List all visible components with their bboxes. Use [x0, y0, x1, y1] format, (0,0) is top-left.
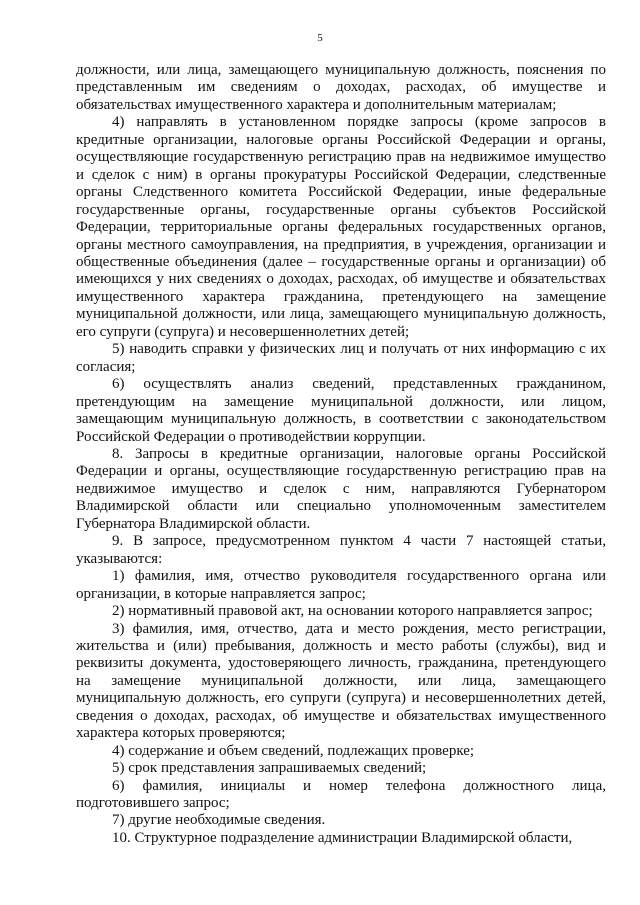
paragraph-item-4: 4) направлять в установленном порядке запросы (кроме запросов в кредитные организации, налоговые органы Российской Федерации и органы, осуществляющие государственную регистрацию прав на недвижимое имущество и сделок с ним) в органы прокуратуры Российской Федерации, следственные органы Следственного комитета Российской Федерации, иные федеральные государственные органы, государственные органы субъектов Российской Федерации, территориальные органы федеральных государственных органов, органы местного самоуправления, на предприятия, в учреждения, организации и общественные объединения (далее – государственные органы и организации) об имеющихся у них сведениях о доходах, расходах, об имуществе и обязательствах имущественного характера гражданина, претендующего на замещение муниципальной должности, или лица, замещающего муниципальную должность, его супруги (супруга) и несовершеннолетних детей;	[76, 114, 606, 340]
paragraph-sub-5: 5) срок представления запрашиваемых сведений;	[112, 760, 427, 777]
paragraph-item-6: 6) осуществлять анализ сведений, представленных гражданином, претендующим на замещение муниципальной должности, или лицом, замещающим муниципальную должность, в соответствии с законодательством Российской Федерации о противодействии коррупции.	[76, 376, 606, 445]
paragraph-section-8: 8. Запросы в кредитные организации, налоговые органы Российской Федерации и органы, осуществляющие государственную регистрацию прав на недвижимое имущество и сделок с ним, направляются Губернатором Владимирской области или специально уполномоченным заместителем Губернатора Владимирской области.	[76, 445, 606, 532]
document-body	[76, 62, 606, 847]
paragraph-sub-1: 1) фамилия, имя, отчество руководителя государственного органа или организации, в которые направляется запрос;	[76, 568, 606, 602]
paragraph-continuation: должности, или лица, замещающего муниципальную должность, пояснения по представленным им сведениям о доходах, расходах, об имуществе и обязательствах имущественного характера и дополнительным материалам;	[76, 62, 606, 113]
paragraph-section-10: 10. Структурное подразделение администрации Владимирской области,	[112, 829, 573, 846]
paragraph-item-5: 5) наводить справки у физических лиц и получать от них информацию с их согласия;	[76, 341, 606, 375]
paragraph-sub-2: 2) нормативный правовой акт, на основании которого направляется запрос;	[112, 603, 593, 620]
page-number: 5	[317, 32, 323, 44]
paragraph-sub-6: 6) фамилия, инициалы и номер телефона должностного лица, подготовившего запрос;	[76, 777, 606, 812]
paragraph-sub-7: 7) другие необходимые сведения.	[112, 812, 326, 829]
paragraph-section-9: 9. В запросе, предусмотренном пунктом 4 части 7 настоящей статьи, указываются:	[76, 533, 606, 567]
paragraph-sub-4: 4) содержание и объем сведений, подлежащих проверке;	[112, 742, 475, 759]
paragraph-sub-3: 3) фамилия, имя, отчество, дата и место рождения, место регистрации, жительства и (или) пребывания, должность и место работы (службы), вид и реквизиты документа, удостоверяющего личность, гражданина, претендующего на замещение муниципальной должности, или лица, замещающего муниципальную должность, его супруги (супруга) и несовершеннолетних детей, сведения о доходах, расходах, об имуществе и обязательствах имущественного характера которых проверяются;	[76, 620, 606, 742]
